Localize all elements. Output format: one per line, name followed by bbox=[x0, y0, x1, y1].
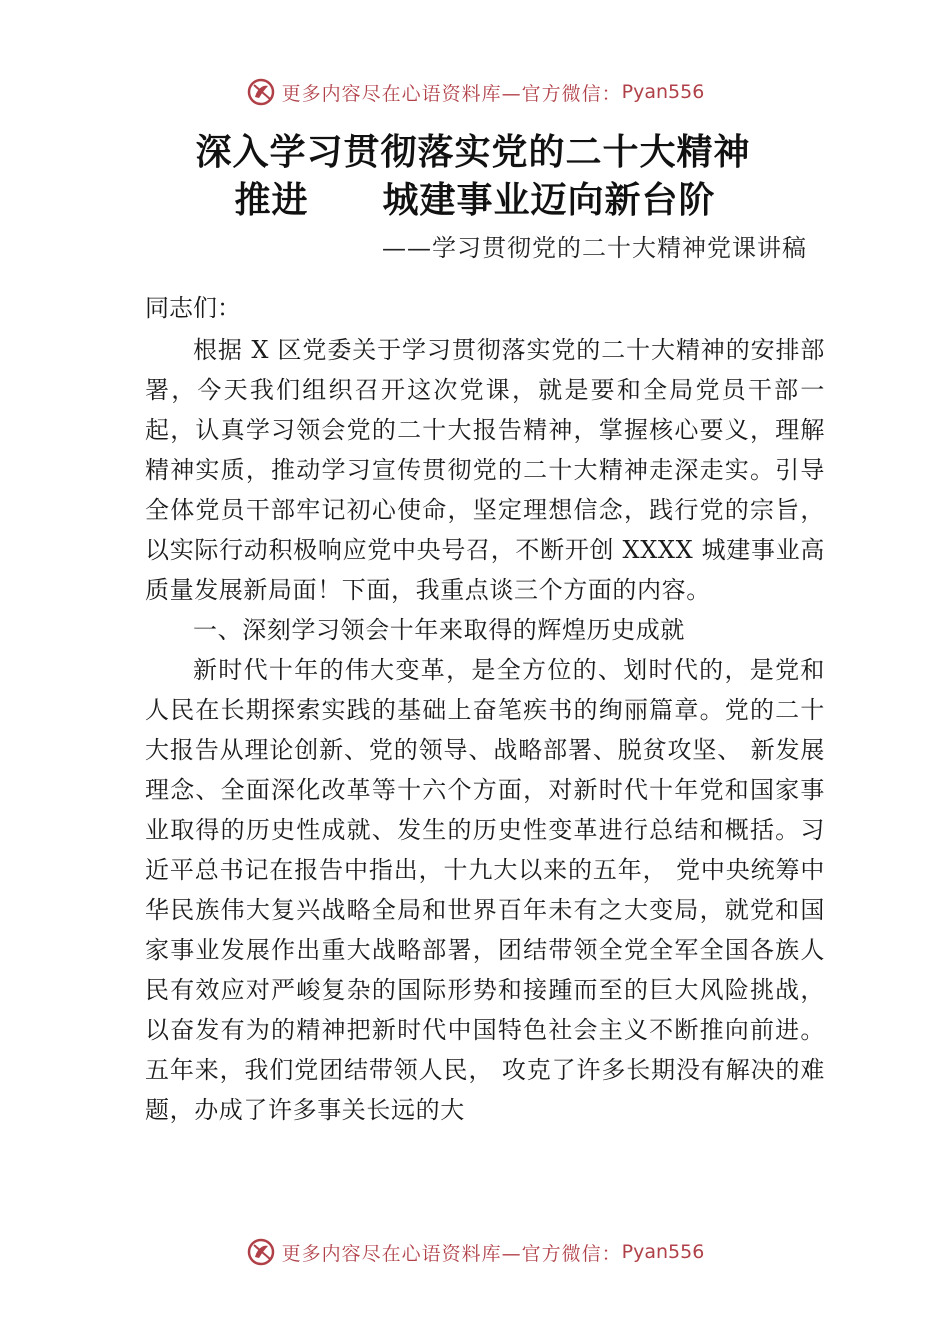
document-title-line2 bbox=[0, 172, 950, 223]
document-body bbox=[145, 330, 825, 1130]
watermark-wechat-id: Pyan556 bbox=[621, 81, 705, 103]
watermark-text: 更多内容尽在心语资料库—官方微信： bbox=[281, 82, 622, 105]
title-line2-left: 推进 bbox=[234, 179, 309, 221]
watermark-wechat-id: Pyan556 bbox=[621, 1241, 705, 1263]
section-heading-1: 一、深刻学习领会十年来取得的辉煌历史成就 bbox=[193, 616, 685, 644]
title-line2-right: 城建事业迈向新台阶 bbox=[382, 179, 716, 221]
body-paragraph-section1: 新时代十年的伟大变革，是全方位的、划时代的，是党和人民在长期探索实践的基础上奋笔疾书的绚丽篇章。党的二十大报告从理论创新、党的领导、战略部署、脱贫攻坚、 新发展理念、全面深化改革等十六个方面，对新时代十年党和国家事业取得的历史性成就、发生的历史性变革进行总结和概括。习近平总书记在报告中指出，十九大以来的五年， 党中央统筹中华民族伟大复兴战略全局和世界百年未有之大变局，就党和国家事业发展作出重大战略部署，团结带领全党全军全国各族人民有效应对严峻复杂的国际形势和接踵而至的巨大风险挑战，以奋发有为的精神把新时代中国特色社会主义不断推向前进。五年来，我们党团结带领人民， 攻克了许多长期没有解决的难题，办成了许多事关长远的大 bbox=[145, 656, 825, 1124]
salutation: 同志们： bbox=[145, 294, 241, 322]
watermark-text: 更多内容尽在心语资料库—官方微信： bbox=[281, 1242, 622, 1265]
document-subtitle: ——学习贯彻党的二十大精神党课讲稿 bbox=[382, 234, 807, 262]
logo-icon bbox=[246, 1237, 276, 1267]
document-title-line1: 深入学习贯彻落实党的二十大精神 bbox=[195, 131, 751, 173]
body-paragraph-intro: 根据 X 区党委关于学习贯彻落实党的二十大精神的安排部署，今天我们组织召开这次党课，就是要和全局党员干部一起，认真学习领会党的二十大报告精神，掌握核心要义，理解精神实质，推动学习宣传贯彻党的二十大精神走深走实。引导全体党员干部牢记初心使命，坚定理想信念，践行党的宗旨，以实际行动积极响应党中央号召，不断开创 XXXX 城建事业高质量发展新局面！下面，我重点谈三个方面的内容。 bbox=[145, 336, 825, 604]
watermark-header bbox=[0, 72, 950, 112]
watermark-footer bbox=[0, 1232, 950, 1272]
logo-icon bbox=[246, 77, 276, 107]
